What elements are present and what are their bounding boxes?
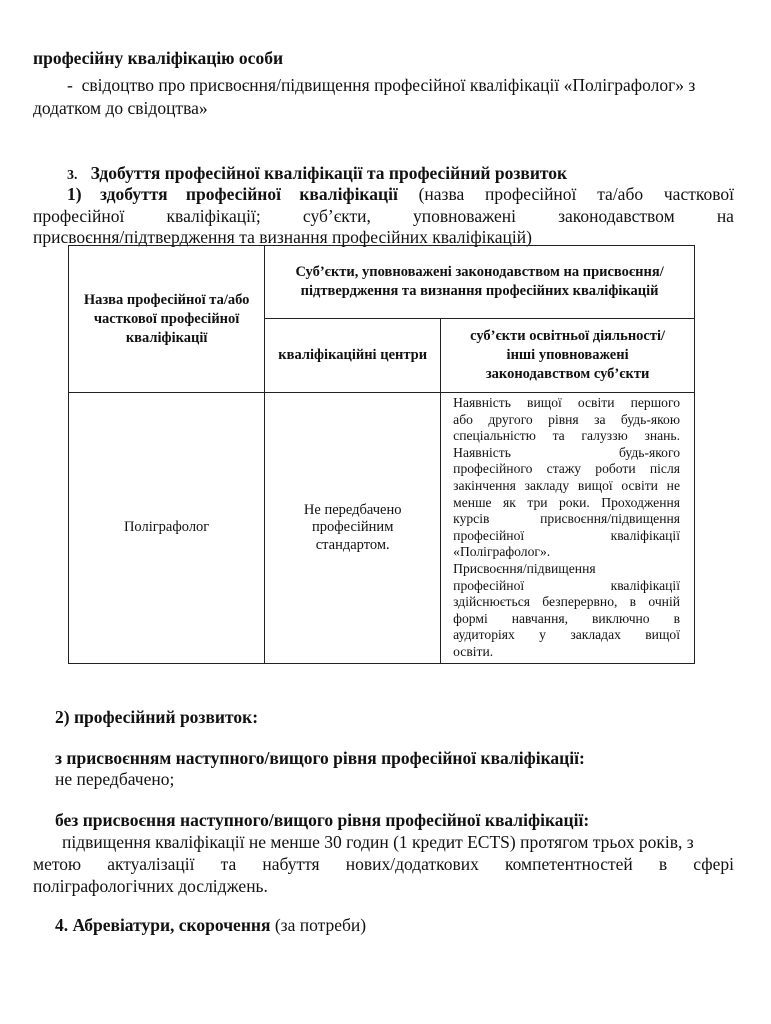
certificate-text-cont: додатком до свідоцтва» bbox=[33, 98, 208, 118]
desc-word: кваліфікації; bbox=[166, 206, 261, 226]
desc-word: на bbox=[716, 206, 734, 226]
text-word: в bbox=[658, 854, 668, 874]
cell-line: Наявність будь-якого bbox=[453, 444, 680, 460]
section-4-title: 4. Абревіатури, скорочення bbox=[55, 915, 271, 935]
text-word: та bbox=[220, 854, 237, 874]
header-authorized-subjects: Суб’єкти, уповноважені законодавством на присвоєння/підтвердження та визнання професійних кваліфікацій bbox=[265, 246, 695, 319]
cell-qualification-centers: Не передбачено професійним стандартом. bbox=[265, 393, 441, 664]
desc-word: та/або bbox=[597, 184, 644, 204]
without-promotion-title: без присвоєння наступного/вищого рівня професійної кваліфікації: bbox=[55, 810, 590, 830]
table-row bbox=[69, 393, 695, 664]
cell-line: професійного стажу роботи після bbox=[453, 461, 680, 477]
table-header-row-1 bbox=[69, 246, 695, 319]
sub1-line3: присвоєння/підтвердження та визнання професійних кваліфікацій) bbox=[33, 227, 532, 247]
bullet-dash: - bbox=[67, 75, 73, 95]
certificate-text: свідоцтво про присвоєння/підвищення професійної кваліфікації «Поліграфолог» з bbox=[81, 75, 696, 95]
section-4-note: (за потреби) bbox=[274, 915, 367, 935]
section-title: Здобуття професійної кваліфікації та професійний розвиток bbox=[90, 163, 568, 183]
text-word: сфері bbox=[693, 854, 734, 874]
qualification-table bbox=[68, 245, 695, 664]
without-promotion-line1: підвищення кваліфікації не менше 30 годин (1 кредит ECTS) протягом трьох років, з bbox=[62, 832, 694, 852]
desc-word: законодавством bbox=[558, 206, 675, 226]
text-word: метою bbox=[33, 854, 82, 874]
cell-education-subjects bbox=[441, 393, 695, 664]
without-promotion-line2 bbox=[33, 853, 734, 875]
header-qualification-name: Назва професійної та/або часткової професійної кваліфікації bbox=[69, 246, 265, 393]
cell-line: «Поліграфолог». bbox=[453, 544, 551, 560]
cell-line: курсів присвоєння/підвищення bbox=[453, 511, 680, 527]
desc-word: професійної bbox=[33, 206, 125, 226]
text-word: набуття bbox=[262, 854, 320, 874]
with-promotion-title: з присвоєнням наступного/вищого рівня професійної кваліфікації: bbox=[55, 748, 585, 768]
desc-word: часткової bbox=[663, 184, 734, 204]
cell-line: здійснюється безперервно, в очній bbox=[453, 594, 680, 610]
desc-word: суб’єкти, bbox=[302, 206, 371, 226]
cell-line: Наявність вищої освіти першого bbox=[453, 395, 680, 410]
certificate-bullet bbox=[67, 74, 695, 96]
cell-line: професійної кваліфікації bbox=[453, 527, 680, 543]
header-education-subjects: суб’єкти освітньої діяльності/інші уповноважені законодавством суб’єкти bbox=[441, 319, 695, 393]
desc-word: уповноважені bbox=[413, 206, 516, 226]
cell-line: професійної кваліфікації bbox=[453, 577, 680, 593]
without-promotion-line3: поліграфологічних досліджень. bbox=[33, 876, 268, 896]
cell-line: аудиторіях у закладах вищої bbox=[453, 627, 680, 643]
with-promotion-text: не передбачено; bbox=[55, 769, 175, 789]
cell-qualification-name: Поліграфолог bbox=[69, 393, 265, 664]
text-word: актуалізації bbox=[107, 854, 195, 874]
cell-line: менше як три роки. Проходження bbox=[453, 494, 680, 510]
cell-line: або другого рівня за будь-якою bbox=[453, 411, 680, 427]
text-word: нових/додаткових bbox=[345, 854, 479, 874]
cell-line: закінчення закладу вищої освіти не bbox=[453, 477, 680, 493]
section-4-heading bbox=[55, 914, 366, 936]
cell-line: Присвоєння/підвищення bbox=[453, 560, 596, 576]
qualification-heading-tail: професійну кваліфікацію особи bbox=[33, 48, 284, 68]
sub1-line2 bbox=[33, 205, 734, 227]
section-number: 3. bbox=[67, 168, 78, 183]
cell-line: спеціальністю та галуззю знань. bbox=[453, 428, 680, 444]
desc-word: (назва bbox=[418, 184, 465, 204]
cell-line: освіти. bbox=[453, 643, 494, 659]
sub2-title: 2) професійний розвиток: bbox=[55, 707, 259, 727]
sub1-line1 bbox=[67, 183, 734, 205]
text-word: компетентностей bbox=[504, 854, 633, 874]
sub1-label: 1) здобуття професійної кваліфікації bbox=[67, 184, 398, 204]
cell-line: формі навчання, виключно в bbox=[453, 610, 680, 626]
desc-word: професійної bbox=[485, 184, 577, 204]
header-qualification-centers: кваліфікаційні центри bbox=[265, 319, 441, 393]
